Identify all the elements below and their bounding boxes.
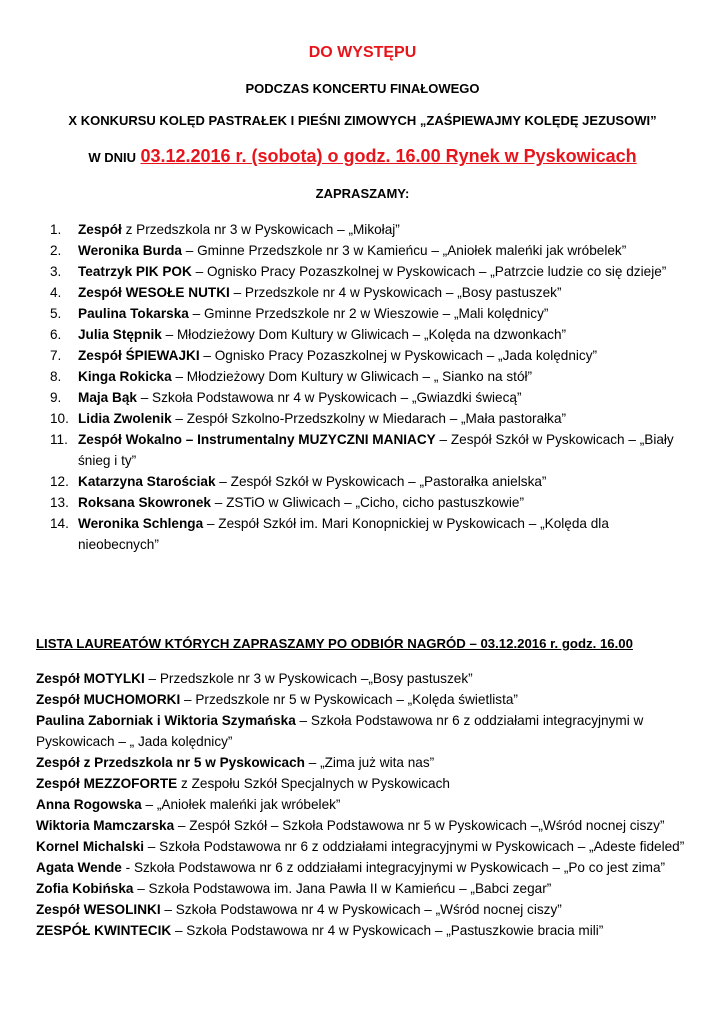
list-item: 3. Teatrzyk PIK POK – Ognisko Pracy Pozaszkolnej w Pyskowicach – „Patrzcie ludzie co się dzieje” [50,264,667,279]
laureates-heading: LISTA LAUREATÓW KTÓRYCH ZAPRASZAMY PO ODBIÓR NAGRÓD – 03.12.2016 r. godz. 16.00 [36,636,633,651]
list-item: 8. Kinga Rokicka – Młodzieżowy Dom Kultury w Gliwicach – „ Sianko na stół” [50,369,533,384]
list-item: 9. Maja Bąk – Szkoła Podstawowa nr 4 w Pyskowicach – „Gwiazdki świecą” [50,390,522,405]
list-item: 14. Weronika Schlenga – Zespół Szkół im. Mari Konopnickiej w Pyskowicach – „Kolęda dla nieobecnych” [50,516,609,552]
list-item: Wiktoria Mamczarska – Zespół Szkół – Szkoła Podstawowa nr 5 w Pyskowicach –„Wśród nocnej ciszy” [36,818,665,833]
document-title: DO WYSTĘPU [308,44,417,61]
list-item: Zespół MOTYLKI – Przedszkole nr 3 w Pyskowicach –„Bosy pastuszek” [36,671,473,686]
performers-list [50,219,690,555]
list-item: 12. Katarzyna Starościak – Zespół Szkół w Pyskowicach – „Pastorałka anielska” [50,474,547,489]
list-item: 6. Julia Stępnik – Młodzieżowy Dom Kultury w Gliwicach – „Kolęda na dzwonkach” [50,327,567,342]
list-item: 1. Zespół z Przedszkola nr 3 w Pyskowicach – „Mikołaj” [50,222,400,237]
list-item: 7. Zespół ŚPIEWAJKI – Ognisko Pracy Pozaszkolnej w Pyskowicach – „Jada kolędnicy” [50,348,598,363]
list-item: Zespół MUCHOMORKI – Przedszkole nr 5 w Pyskowicach – „Kolęda świetlista” [36,692,518,707]
list-item: 10. Lidia Zwolenik – Zespół Szkolno-Przedszkolny w Miedarach – „Mała pastorałka” [50,411,567,426]
list-item: Agata Wende - Szkoła Podstawowa nr 6 z oddziałami integracyjnymi w Pyskowicach – „Po co jest zima” [36,860,666,875]
list-item: Anna Rogowska – „Aniołek maleńki jak wróbelek” [36,797,341,812]
list-item: Kornel Michalski – Szkoła Podstawowa nr 6 z oddziałami integracyjnymi w Pyskowicach – „Adeste fideled” [36,839,685,854]
list-item: 4. Zespół WESOŁE NUTKI – Przedszkole nr 4 w Pyskowicach – „Bosy pastuszek” [50,285,562,300]
list-item: 13. Roksana Skowronek – ZSTiO w Gliwicach – „Cicho, cicho pastuszkowie” [50,495,524,510]
list-item: 11. Zespół Wokalno – Instrumentalny MUZYCZNI MANIACY – Zespół Szkół w Pyskowicach – „Biały śnieg i ty” [50,432,674,468]
contest-name: X KONKURSU KOLĘD PASTRAŁEK I PIEŚNI ZIMOWYCH „ZAŚPIEWAJMY KOLĘDĘ JEZUSOWI” [68,113,657,128]
laureates-list [36,668,686,941]
date-value: 03.12.2016 r. (sobota) o godz. 16.00 Rynek w Pyskowicach [140,146,637,166]
event-date-line [0,146,725,167]
date-label: W DNIU [88,150,136,165]
invite-heading: ZAPRASZAMY: [315,186,410,201]
list-item: Zespół WESOLINKI – Szkoła Podstawowa nr 4 w Pyskowicach – „Wśród nocnej ciszy” [36,902,562,917]
list-item: Zespół MEZZOFORTE z Zespołu Szkół Specjalnych w Pyskowicach [36,776,450,791]
list-item: Paulina Zaborniak i Wiktoria Szymańska – Szkoła Podstawowa nr 6 z oddziałami integracyjnymi w Pyskowicach – „ Jada kolędnicy” [36,713,644,749]
list-item: 2. Weronika Burda – Gminne Przedszkole nr 3 w Kamieńcu – „Aniołek maleńki jak wróbelek” [50,243,627,258]
list-item: 5. Paulina Tokarska – Gminne Przedszkole nr 2 w Wieszowie – „Mali kolędnicy” [50,306,549,321]
document-subtitle: PODCZAS KONCERTU FINAŁOWEGO [245,81,480,96]
list-item: Zespół z Przedszkola nr 5 w Pyskowicach – „Zima już wita nas” [36,755,435,770]
list-item: Zofia Kobińska – Szkoła Podstawowa im. Jana Pawła II w Kamieńcu – „Babci zegar” [36,881,552,896]
list-item: ZESPÓŁ KWINTECIK – Szkoła Podstawowa nr 4 w Pyskowicach – „Pastuszkowie bracia mili” [36,923,604,938]
